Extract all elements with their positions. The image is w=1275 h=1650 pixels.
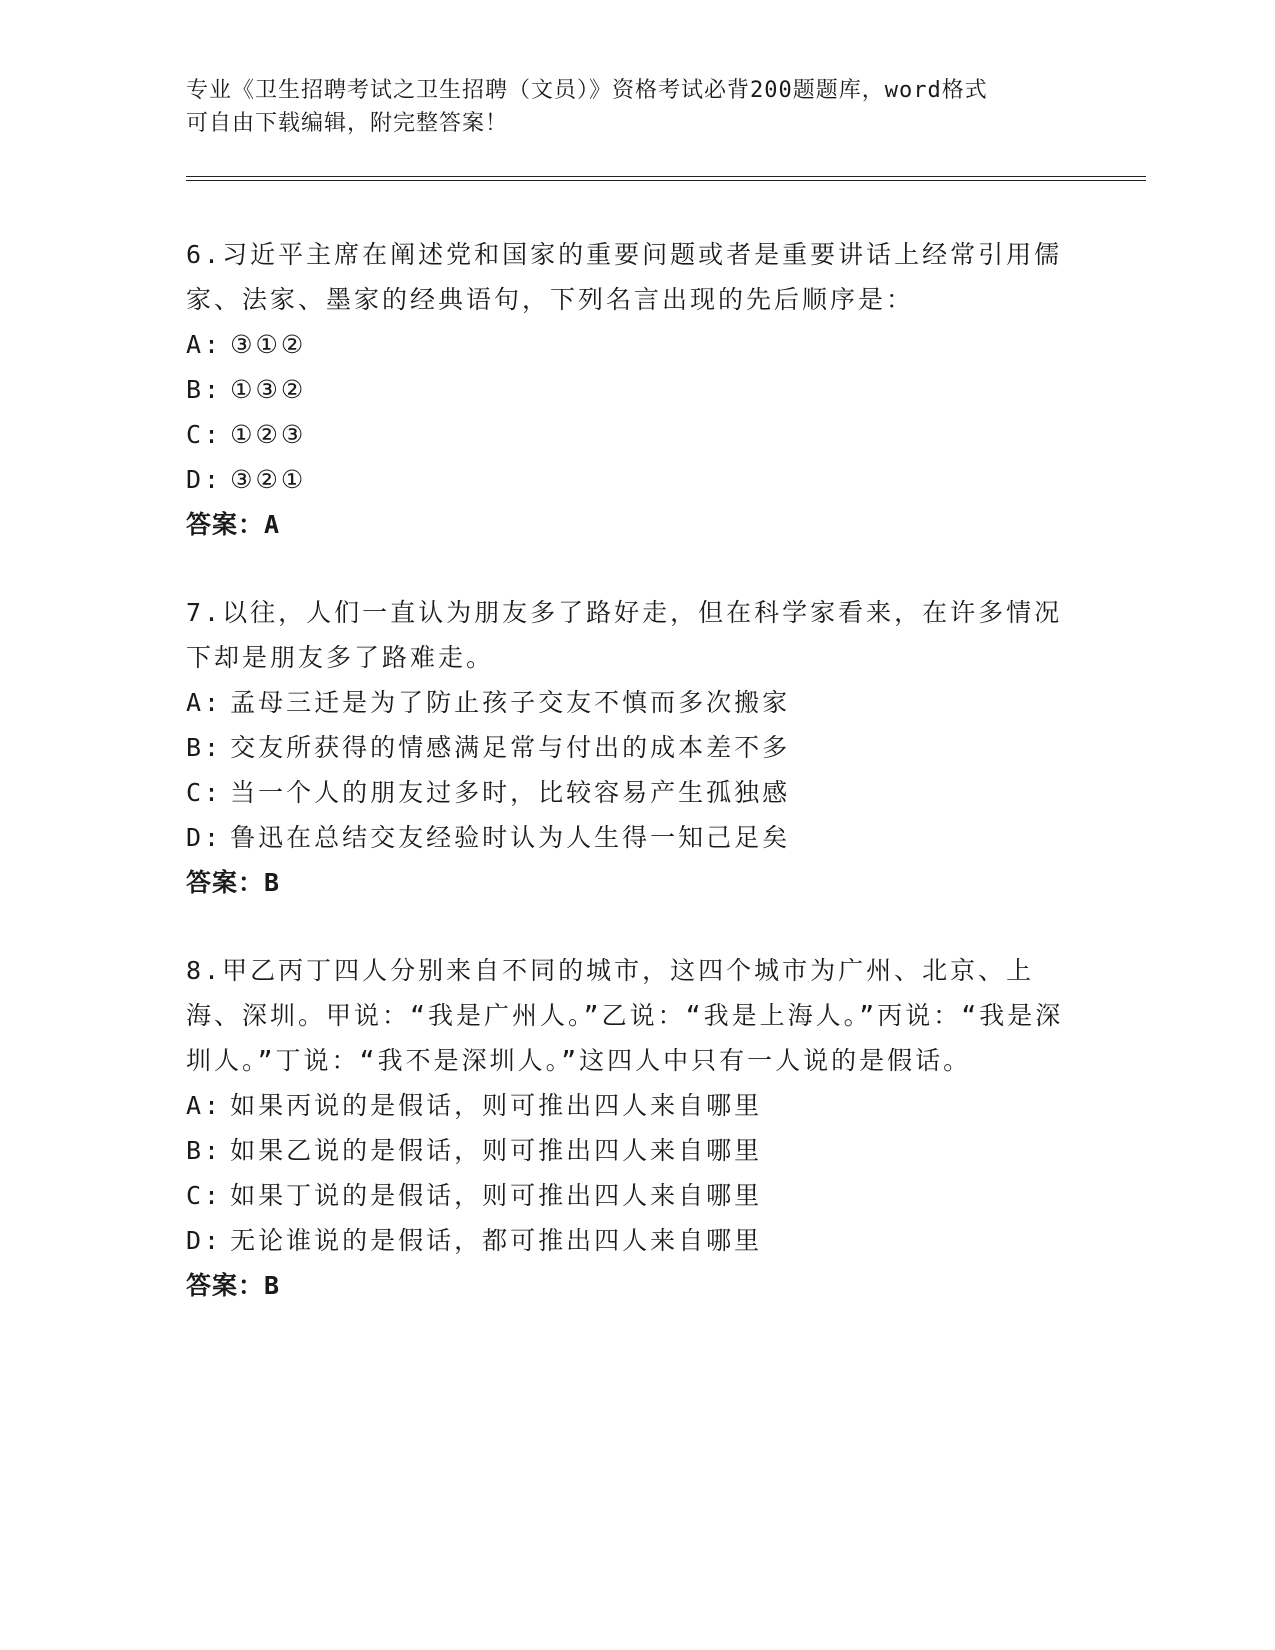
question-6 — [186, 232, 1066, 547]
option-text: 如果丁说的是假话，则可推出四人来自哪里 — [230, 1181, 763, 1210]
option-text: 如果乙说的是假话，则可推出四人来自哪里 — [230, 1136, 763, 1165]
option-text: ③②① — [230, 465, 307, 494]
option-text: ③①② — [230, 330, 307, 359]
option-text: 孟母三迁是为了防止孩子交友不慎而多次搬家 — [230, 688, 791, 717]
question-8 — [186, 948, 1066, 1308]
option-c — [186, 770, 1066, 815]
option-d — [186, 1218, 1066, 1263]
header-line-1: 专业《卫生招聘考试之卫生招聘（文员）》资格考试必背200题题库，word格式 — [186, 78, 988, 103]
header-line-2: 可自由下载编辑，附完整答案！ — [186, 111, 509, 136]
question-7 — [186, 590, 1066, 905]
option-key: C: — [186, 1181, 223, 1210]
option-d — [186, 457, 1066, 502]
option-key: B: — [186, 1136, 223, 1165]
option-key: D: — [186, 465, 223, 494]
option-text: ①②③ — [230, 420, 307, 449]
question-text: 8.甲乙丙丁四人分别来自不同的城市，这四个城市为广州、北京、上海、深圳。甲说：“我是广州人。”乙说：“我是上海人。”丙说：“我是深圳人。”丁说：“我不是深圳人。”这四人中只有一人说的是假话。 — [186, 956, 1064, 1075]
header-double-rule — [186, 176, 1146, 181]
answer: 答案：B — [186, 1271, 281, 1300]
option-key: B: — [186, 733, 223, 762]
page-header — [186, 74, 1066, 140]
option-text: 无论谁说的是假话，都可推出四人来自哪里 — [230, 1226, 763, 1255]
option-a — [186, 1083, 1066, 1128]
option-text: 当一个人的朋友过多时，比较容易产生孤独感 — [230, 778, 791, 807]
option-a — [186, 680, 1066, 725]
question-text: 7.以往，人们一直认为朋友多了路好走，但在科学家看来，在许多情况下却是朋友多了路难走。 — [186, 598, 1063, 672]
option-b — [186, 367, 1066, 412]
option-d — [186, 815, 1066, 860]
question-list — [186, 232, 1066, 1351]
option-key: B: — [186, 375, 223, 404]
option-key: C: — [186, 420, 223, 449]
option-text: ①③② — [230, 375, 307, 404]
option-b — [186, 725, 1066, 770]
option-key: A: — [186, 330, 223, 359]
option-text: 鲁迅在总结交友经验时认为人生得一知己足矣 — [230, 823, 791, 852]
option-key: C: — [186, 778, 223, 807]
answer: 答案：A — [186, 510, 281, 539]
option-c — [186, 1173, 1066, 1218]
option-b — [186, 1128, 1066, 1173]
option-text: 交友所获得的情感满足常与付出的成本差不多 — [230, 733, 791, 762]
option-key: D: — [186, 823, 223, 852]
option-key: A: — [186, 688, 223, 717]
option-key: A: — [186, 1091, 223, 1120]
option-c — [186, 412, 1066, 457]
question-text: 6.习近平主席在阐述党和国家的重要问题或者是重要讲话上经常引用儒家、法家、墨家的经典语句，下列名言出现的先后顺序是： — [186, 240, 1063, 314]
option-a — [186, 322, 1066, 367]
answer: 答案：B — [186, 868, 281, 897]
option-key: D: — [186, 1226, 223, 1255]
option-text: 如果丙说的是假话，则可推出四人来自哪里 — [230, 1091, 763, 1120]
